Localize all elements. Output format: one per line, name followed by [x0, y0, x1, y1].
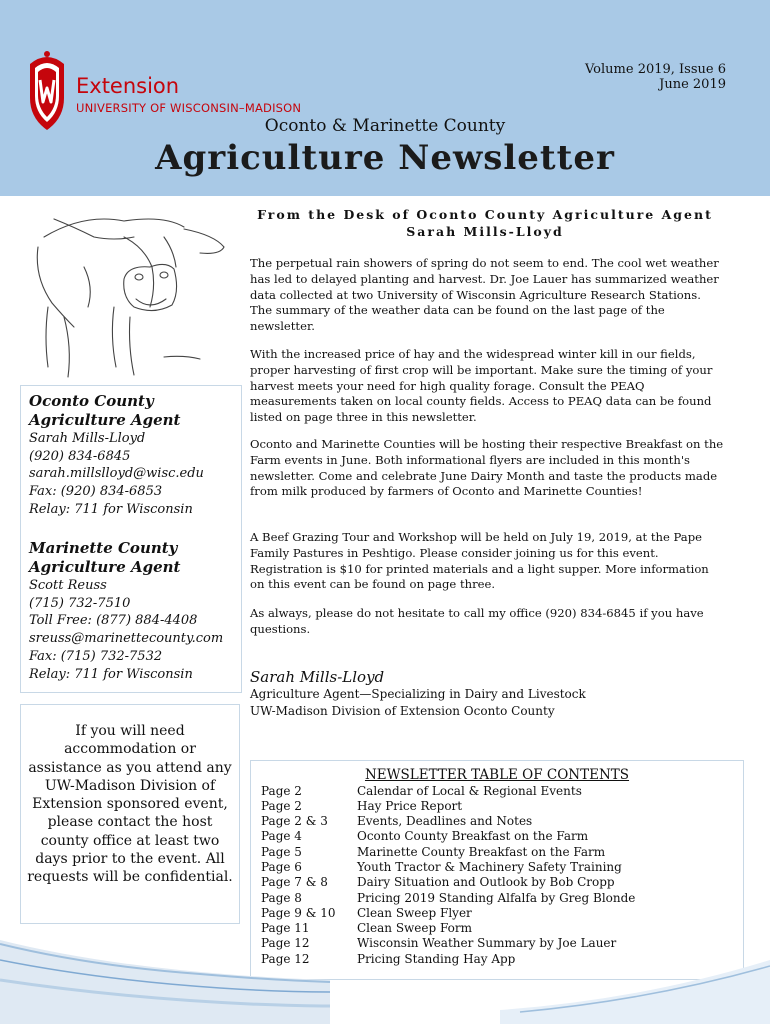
signature: Sarah Mills-Lloyd: [250, 668, 385, 686]
toc-description: Clean Sweep Form: [357, 921, 473, 935]
marinette-heading-2: Agriculture Agent: [29, 558, 181, 576]
toc-description: Oconto County Breakfast on the Farm: [357, 829, 589, 843]
toc-page: Page 12: [261, 952, 310, 966]
article-paragraph-3: Oconto and Marinette Counties will be hosting their respective Breakfast on the Farm events in June. Both informational flyers are included in this month's newsletter. Come and celebrate June Dairy Month and taste the products made from milk produced by farmers of Oconto and Marinette Counties!: [250, 437, 724, 499]
toc-page: Page 5: [261, 845, 302, 859]
oconto-phone: (920) 834-6845: [29, 448, 131, 464]
toc-description: Youth Tractor & Machinery Safety Training: [357, 860, 622, 874]
toc-page: Page 2 & 3: [261, 814, 328, 828]
marinette-relay: Relay: 711 for Wisconsin: [29, 666, 193, 682]
oconto-fax: Fax: (920) 834-6853: [29, 484, 163, 500]
marinette-agent-name: Scott Reuss: [29, 578, 107, 593]
toc-page: Page 9 & 10: [261, 906, 336, 920]
masthead: [0, 0, 770, 196]
oconto-relay: Relay: 711 for Wisconsin: [29, 501, 193, 517]
oconto-agent-name: Sarah Mills-Lloyd: [29, 431, 146, 446]
county-name: Oconto & Marinette County: [264, 116, 506, 136]
brand-name: Extension: [76, 74, 180, 98]
toc-description: Marinette County Breakfast on the Farm: [357, 845, 606, 859]
marinette-toll-free: Toll Free: (877) 884-4408: [29, 613, 198, 629]
toc-description: Pricing Standing Hay App: [357, 952, 516, 966]
marinette-fax: Fax: (715) 732-7532: [29, 648, 163, 664]
page-title: Agriculture Newsletter: [155, 138, 615, 178]
article-paragraph-1: The perpetual rain showers of spring do not seem to end. The cool wet weather has led to delayed planting and harvest. Dr. Joe Lauer has summarized weather data collected at two University of Wisconsin Agriculture Research Stations. The summary of the weather data can be found on the last page of the newsletter.: [250, 256, 719, 334]
toc-title: NEWSLETTER TABLE OF CONTENTS: [364, 767, 630, 783]
accommodation-notice: If you will need accommodation or assistance as you attend any UW-Madison Division of Extension sponsored event, please contact the host county office at least two days prior to the event. All requests will be confidential.: [20, 704, 240, 924]
university-name: UNIVERSITY OF WISCONSIN–MADISON: [76, 101, 302, 115]
toc-page: Page 12: [261, 936, 310, 950]
toc-page: Page 7 & 8: [261, 875, 328, 889]
toc-page: Page 6: [261, 860, 302, 874]
toc-page: Page 4: [261, 829, 302, 843]
decorative-swoosh: [0, 900, 770, 1024]
marinette-phone: (715) 732-7510: [29, 595, 131, 611]
article-paragraph-2: With the increased price of hay and the widespread winter kill in our fields, proper harvesting of first crop will be important. Make sure the timing of your harvest meets your need for high quality forage. Consult the PEAQ measurements taken on local county fields. Access to PEAQ data can be found listed on page three in this newsletter.: [250, 347, 713, 425]
cow-sketch-image: [24, 207, 238, 385]
article-heading: [248, 206, 722, 240]
toc-page: Page 11: [261, 921, 310, 935]
signature-title: Agriculture Agent—Specializing in Dairy and Livestock: [250, 687, 586, 701]
marinette-heading-1: Marinette County: [29, 539, 178, 557]
marinette-agent-contact: [29, 539, 243, 683]
agent-contacts-box: [20, 385, 242, 693]
toc-description: Hay Price Report: [357, 799, 463, 813]
issue-date: June 2019: [659, 77, 726, 92]
article-title-line-1: From the Desk of Oconto County Agriculture Agent: [257, 207, 713, 222]
oconto-email[interactable]: sarah.millslloyd@wisc.edu: [29, 466, 204, 482]
toc-page: Page 2: [261, 799, 302, 813]
signature-org: UW-Madison Division of Extension Oconto County: [250, 704, 555, 718]
toc-page: Page 2: [261, 784, 302, 798]
article-paragraph-4: A Beef Grazing Tour and Workshop will be held on July 19, 2019, at the Pape Family Pastures in Peshtigo. Please consider joining us for this event. Registration is $10 for printed materials and a light supper. More information on this event can be found on page three.: [250, 530, 709, 592]
oconto-heading-1: Oconto County: [29, 392, 154, 410]
toc-description: Dairy Situation and Outlook by Bob Cropp: [357, 875, 615, 889]
toc-description: Events, Deadlines and Notes: [357, 814, 533, 828]
toc-description: Clean Sweep Flyer: [357, 906, 472, 920]
toc-description: Pricing 2019 Standing Alfalfa by Greg Blonde: [357, 891, 636, 905]
toc-page: Page 8: [261, 891, 302, 905]
toc-description: Calendar of Local & Regional Events: [357, 784, 582, 798]
issue-info: [585, 62, 726, 92]
toc-description: Wisconsin Weather Summary by Joe Lauer: [357, 936, 617, 950]
article-paragraph-5: As always, please do not hesitate to call my office (920) 834-6845 if you have questions.: [250, 606, 704, 636]
oconto-heading-2: Agriculture Agent: [29, 411, 181, 429]
volume-issue: Volume 2019, Issue 6: [584, 62, 726, 77]
oconto-agent-contact: [29, 392, 243, 519]
marinette-email[interactable]: sreuss@marinettecounty.com: [29, 631, 224, 647]
article-title-line-2: Sarah Mills-Lloyd: [406, 224, 564, 239]
